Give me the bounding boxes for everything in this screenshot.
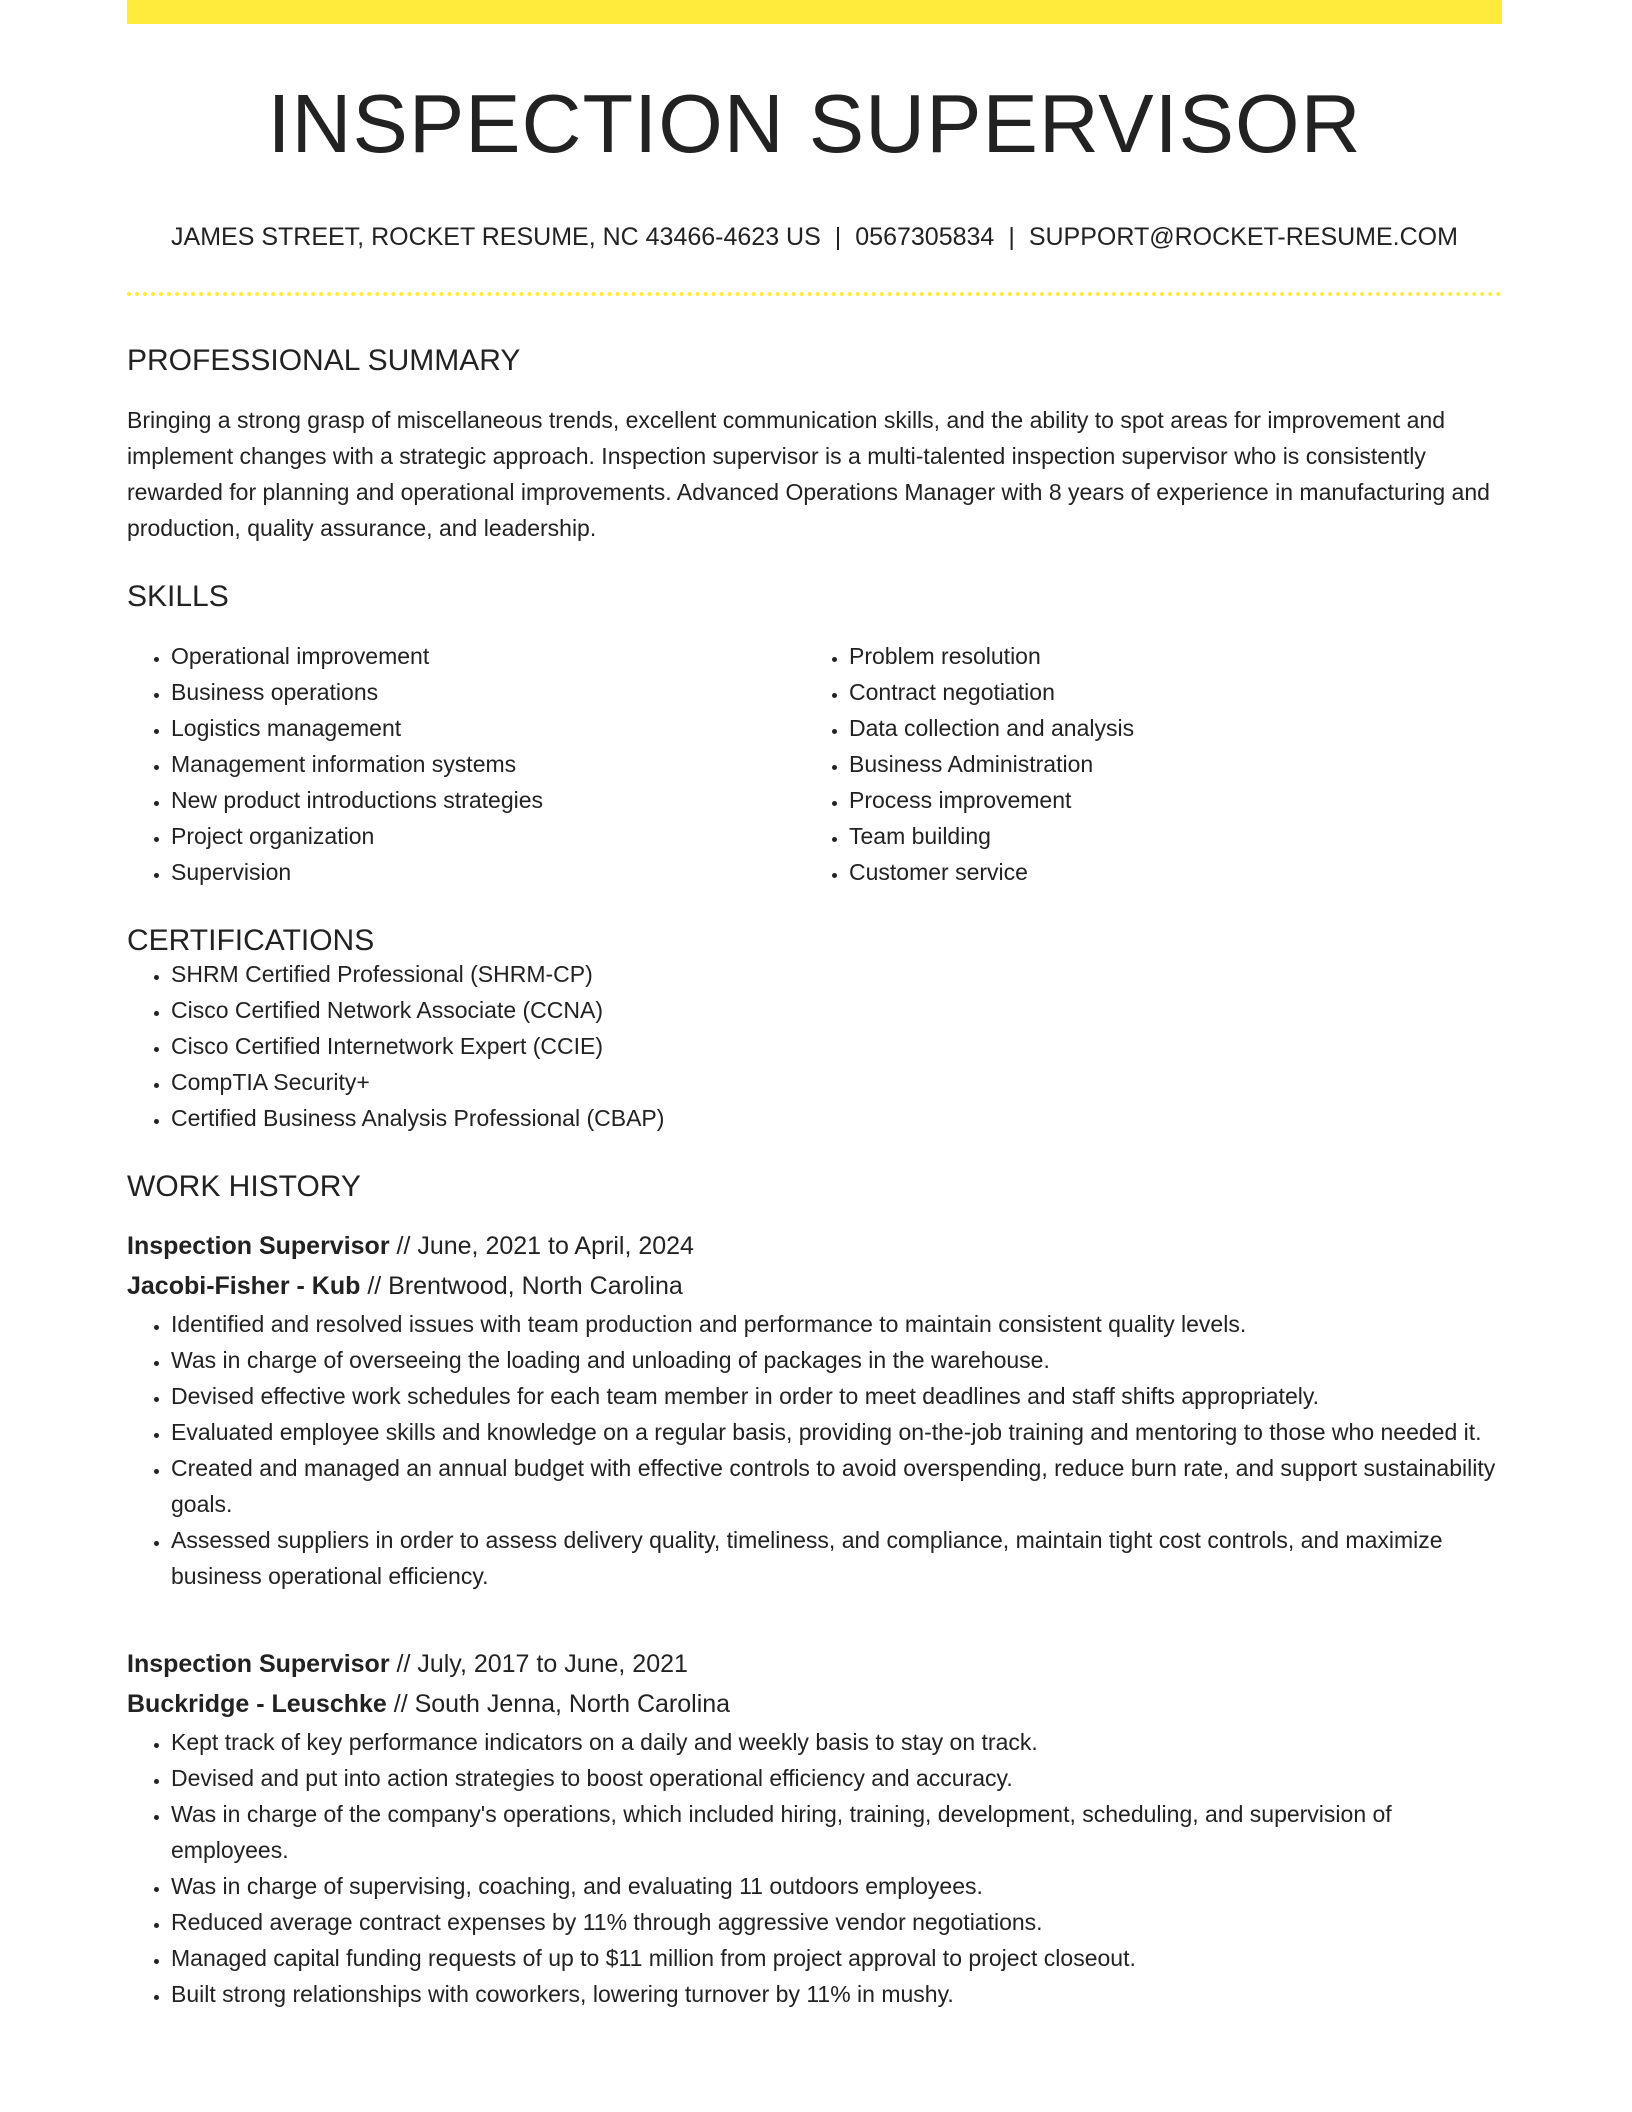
job-location: // South Jenna, North Carolina (386, 1690, 731, 1718)
job-company-line (127, 1266, 1502, 1306)
skill-item: • Process improvement (849, 782, 1483, 818)
accent-top-bar (127, 0, 1502, 24)
dotted-divider (127, 292, 1502, 296)
summary-text: Bringing a strong grasp of miscellaneous trends, excellent communication skills, and the ability to spot areas for improvement and implement changes with a strategic approach. Inspection supervisor is a multi-talented inspection supervisor who is consistently rewarded for planning and operational improvements. Advanced Operations Manager with 8 years of experience in manufacturing and production, quality assurance, and leadership. (127, 407, 1490, 541)
skill-item: • Problem resolution (849, 638, 1483, 674)
job-entry (127, 1226, 1502, 1594)
skill-item: • Contract negotiation (849, 674, 1483, 710)
skill-item: • Management information systems (171, 746, 805, 782)
job-title-line (127, 1644, 1502, 1684)
job-location: // Brentwood, North Carolina (360, 1272, 683, 1300)
skill-item: • Customer service (849, 854, 1483, 890)
contact-address: JAMES STREET, ROCKET RESUME, NC 43466-4623 US (171, 223, 821, 251)
job-bullet: • Managed capital funding requests of up to $11 million from project approval to project closeout. (171, 1940, 1502, 1976)
certification-item: • CompTIA Security+ (171, 1064, 1502, 1100)
job-company: Buckridge - Leuschke (127, 1690, 387, 1718)
job-bullet: • Built strong relationships with coworkers, lowering turnover by 11% in mushy. (171, 1976, 1502, 2012)
job-company-line (127, 1684, 1502, 1724)
work-history-heading: WORK HISTORY (127, 1170, 361, 1203)
resume-page (127, 0, 1502, 2012)
job-bullet: • Created and managed an annual budget with effective controls to avoid overspending, reduce burn rate, and support sustainability goals. (171, 1450, 1502, 1522)
job-dates: // July, 2017 to June, 2021 (389, 1650, 688, 1678)
certification-item: • Cisco Certified Internetwork Expert (CCIE) (171, 1028, 1502, 1064)
skills-column-right (805, 638, 1483, 890)
job-bullet: • Reduced average contract expenses by 11% through aggressive vendor negotiations. (171, 1904, 1502, 1940)
job-bullet: • Devised effective work schedules for each team member in order to meet deadlines and staff shifts appropriately. (171, 1378, 1502, 1414)
job-role: Inspection Supervisor (127, 1650, 390, 1678)
certification-item: • SHRM Certified Professional (SHRM-CP) (171, 956, 1502, 992)
job-role: Inspection Supervisor (127, 1232, 390, 1260)
skill-item: • Team building (849, 818, 1483, 854)
job-bullet: • Devised and put into action strategies to boost operational efficiency and accuracy. (171, 1760, 1502, 1796)
skill-item: • Supervision (171, 854, 805, 890)
skills-heading: SKILLS (127, 580, 229, 613)
job-bullets (127, 1306, 1502, 1594)
job-bullet: • Assessed suppliers in order to assess delivery quality, timeliness, and compliance, maintain tight cost controls, and maximize business operational efficiency. (171, 1522, 1502, 1594)
contact-email: SUPPORT@ROCKET-RESUME.COM (1028, 223, 1458, 251)
contact-line (127, 225, 1502, 250)
resume-name: INSPECTION SUPERVISOR (267, 77, 1362, 170)
job-entry (127, 1644, 1502, 2012)
skill-item: • Logistics management (171, 710, 805, 746)
job-bullet: • Evaluated employee skills and knowledge on a regular basis, providing on-the-job training and mentoring to those who needed it. (171, 1414, 1502, 1450)
certification-item: • Cisco Certified Network Associate (CCNA) (171, 992, 1502, 1028)
skills-list-right (805, 638, 1483, 890)
skills-list-left (127, 638, 805, 890)
job-bullet: • Was in charge of the company's operations, which included hiring, training, development, scheduling, and supervision of employees. (171, 1796, 1502, 1868)
skill-item: • Operational improvement (171, 638, 805, 674)
contact-separator: | (1008, 223, 1015, 251)
job-bullet: • Was in charge of overseeing the loading and unloading of packages in the warehouse. (171, 1342, 1502, 1378)
certifications-heading: CERTIFICATIONS (127, 924, 375, 957)
contact-phone: 0567305834 (855, 223, 995, 251)
skill-item: • Business operations (171, 674, 805, 710)
skills-column-left (127, 638, 805, 890)
skill-item: • Data collection and analysis (849, 710, 1483, 746)
summary-heading: PROFESSIONAL SUMMARY (127, 344, 521, 377)
job-bullet: • Kept track of key performance indicators on a daily and weekly basis to stay on track. (171, 1724, 1502, 1760)
job-company: Jacobi-Fisher - Kub (127, 1272, 361, 1300)
job-bullet: • Was in charge of supervising, coaching, and evaluating 11 outdoors employees. (171, 1868, 1502, 1904)
certifications-list (127, 956, 1502, 1136)
job-bullets (127, 1724, 1502, 2012)
skill-item: • New product introductions strategies (171, 782, 805, 818)
skill-item: • Business Administration (849, 746, 1483, 782)
skills-grid (127, 638, 1502, 890)
contact-separator: | (834, 223, 842, 251)
job-dates: // June, 2021 to April, 2024 (389, 1232, 694, 1260)
job-bullet: • Identified and resolved issues with team production and performance to maintain consistent quality levels. (171, 1306, 1502, 1342)
job-title-line (127, 1226, 1502, 1266)
skill-item: • Project organization (171, 818, 805, 854)
certification-item: • Certified Business Analysis Professional (CBAP) (171, 1100, 1502, 1136)
